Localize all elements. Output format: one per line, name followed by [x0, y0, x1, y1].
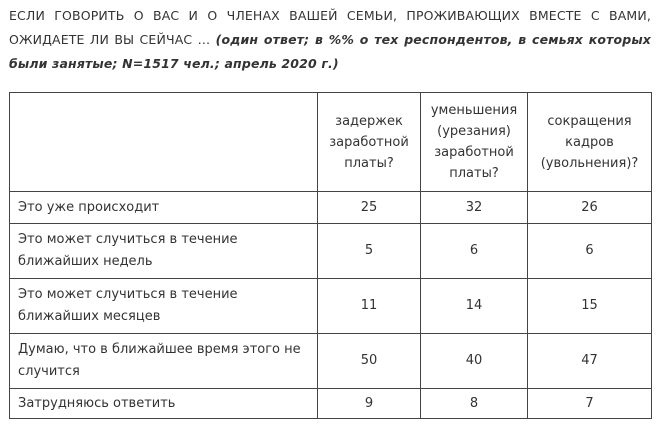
row-label: Думаю, что в ближайшее время этого не случится	[10, 334, 318, 389]
cell-value: 25	[318, 192, 421, 224]
cell-value: 6	[421, 224, 528, 279]
table-row	[10, 224, 652, 279]
cell-value: 26	[528, 192, 652, 224]
cell-value: 50	[318, 334, 421, 389]
table-row	[10, 334, 652, 389]
column-header-layoffs: сокращения кадров (увольнения)?	[528, 93, 652, 192]
question-note: (один ответ; в %% о тех респондентов, в семьях которых были занятые; N=1517 чел.; апрель 2020 г.)	[9, 32, 651, 71]
column-header-empty	[10, 93, 318, 192]
cell-value: 47	[528, 334, 652, 389]
row-label: Это может случиться в течение ближайших недель	[10, 224, 318, 279]
table-row	[10, 389, 652, 419]
cell-value: 7	[528, 389, 652, 419]
cell-value: 14	[421, 279, 528, 334]
cell-value: 5	[318, 224, 421, 279]
cell-value: 40	[421, 334, 528, 389]
cell-value: 8	[421, 389, 528, 419]
cell-value: 11	[318, 279, 421, 334]
cell-value: 9	[318, 389, 421, 419]
column-header-salary-cut: уменьшения (урезания) заработной платы?	[421, 93, 528, 192]
row-label: Это уже происходит	[10, 192, 318, 224]
survey-table	[9, 92, 652, 419]
table-header-row	[10, 93, 652, 192]
row-label: Это может случиться в течение ближайших месяцев	[10, 279, 318, 334]
row-label: Затрудняюсь ответить	[10, 389, 318, 419]
cell-value: 6	[528, 224, 652, 279]
table-row	[10, 279, 652, 334]
question-text: ЕСЛИ ГОВОРИТЬ О ВАС И О ЧЛЕНАХ ВАШЕЙ СЕМЬИ, ПРОЖИВАЮЩИХ ВМЕСТЕ С ВАМИ, ОЖИДАЕТЕ ЛИ ВЫ СЕЙЧАС …	[9, 8, 651, 47]
column-header-salary-delay: задержек заработной платы?	[318, 93, 421, 192]
question-heading	[9, 4, 651, 76]
cell-value: 32	[421, 192, 528, 224]
table-row	[10, 192, 652, 224]
cell-value: 15	[528, 279, 652, 334]
